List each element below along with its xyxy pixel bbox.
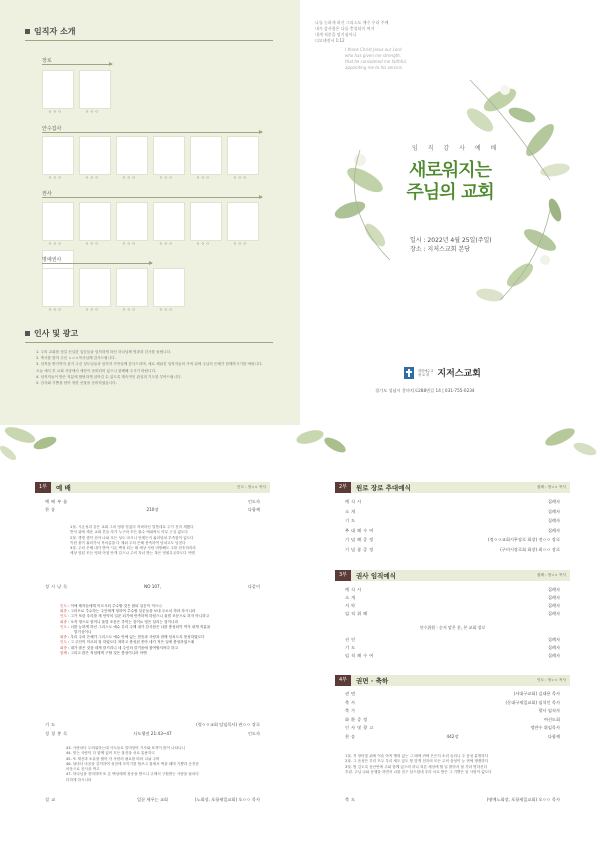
name-elder-1: ㅇㅇㅇ: [48, 109, 63, 114]
part1-title: 예 배: [56, 484, 71, 492]
group-label-elder: 장로: [42, 58, 52, 64]
part3-lead: 집례 : 정ㅇㅇ 목사: [537, 573, 566, 577]
intro-title: 임직자 소개: [25, 26, 75, 37]
member-photo: [153, 202, 185, 241]
service-row: 성경봉독 사도행전 21:43~47 인도자: [45, 731, 260, 736]
member-photo: [227, 202, 259, 241]
service-row: 축도 (명예노회장, 포항제일교회) 오ㅇㅇ 목사: [345, 797, 560, 802]
part4-band: [335, 675, 570, 686]
cover-verse: 나를 능하게 하신 그리스도 예수 우리 주께 내가 감사함은 나를 충성되이 여겨 내게 직분을 맡기심이니 디모데전서 1:12: [315, 20, 389, 43]
cover-event-info: [410, 236, 492, 254]
service-row: 축사 (동대구제일교회) 임석인 목사: [345, 699, 560, 705]
church-name: 지저스교회: [437, 369, 481, 379]
service-row: 인사및광고 정만수 위임목사: [345, 725, 560, 730]
member-photo: [79, 136, 111, 175]
member-photo: [153, 268, 185, 307]
member-photo: [116, 268, 148, 307]
notices-list: [36, 349, 291, 386]
service-row: 권면 (서대구교회) 김대용 목사: [345, 691, 560, 696]
member-name: ㅇㅇㅇ: [48, 175, 63, 180]
member-name: ㅇㅇㅇ: [122, 175, 137, 180]
part3-title: 권사 임직예식: [356, 572, 396, 580]
part3-tag: 3부: [335, 570, 351, 581]
intro-rule: [25, 40, 273, 41]
notice-item: 2. 축사를 맡아 주신 ㅇㅇㅇ목사님께 감사드립니다.: [36, 356, 116, 361]
service-row: 축가 광사 임직자: [345, 708, 560, 713]
scripture-text: 43. 사람마다 두려워하는데 사도들로 말미암아 기사와 표적이 많이 나타나니 44. 믿는 사람이 다 함께 있어 모든 물건을 서로 통용하고 45. 또 재산과 소유를 팔아 각 사람의 필요를 따라 나눠 주며 46. 날마다 마음을 같이하여 성전에 모이기를 힘쓰고 집에서 떡을 떼며 기쁨과 순전한 마음으로 음식을 먹고 47. 하나님을 찬미하며 또 온 백성에게 칭송을 받으니 주께서 구원받는 사람을 날마다 더하게 하시니라: [66, 746, 199, 782]
notice-item: 3. 임직을 받기까지 섬겨 주신 성도님들과 임직자 가족들께 감사드리며, 새로 세워진 임직자들의 사역 위에 주님의 은혜가 함께하시기를 바랍니다.: [36, 362, 263, 367]
denomination-line1: 대한예수교: [418, 368, 434, 373]
group-label-deacon: 안수집사: [42, 126, 62, 132]
church-emblem-icon: [404, 367, 414, 379]
member-name: ㅇㅇㅇ: [159, 175, 174, 180]
service-row: 예식사 집례자: [345, 499, 560, 504]
member-photo: [116, 136, 148, 175]
member-name: ㅇㅇㅇ: [48, 241, 63, 246]
service-row: 서약 집례자: [345, 603, 560, 608]
part1-lead: 인도 : 정ㅇㅇ 목사: [237, 485, 266, 489]
part2-band: [335, 482, 570, 493]
member-photo: [79, 268, 111, 307]
member-name: ㅇㅇㅇ: [85, 175, 100, 180]
service-row: 기념패증정 (정ㅇㅇ교회시무장로 회장) 전ㅇㅇ 장로: [345, 537, 560, 542]
member-name: ㅇㅇㅇ: [196, 241, 211, 246]
member-photo: [227, 136, 259, 175]
cover-subtitle: 임 직 감 사 예 배: [412, 145, 501, 152]
service-row: 성시낭독 NO 107, 다같이: [45, 584, 260, 589]
part4-lead: 인도 : 정ㅇㅇ 목사: [537, 678, 566, 682]
cover-date: 일시 : 2022년 4월 25일(주일): [410, 237, 492, 244]
member-photo: [190, 136, 222, 175]
member-photo: [42, 202, 74, 241]
service-row: 찬송 442장 다함께: [345, 733, 560, 739]
service-row: 화환증정 여선도회: [345, 716, 560, 722]
service-row: 추대패수여 집례자: [345, 527, 560, 533]
part3-band: [335, 570, 570, 581]
leaf-border-illustration: [0, 425, 600, 465]
part2-tag: 2부: [335, 482, 351, 493]
member-name: ㅇㅇㅇ: [233, 241, 248, 246]
photo-elder-2: [79, 70, 111, 109]
member-photo: [79, 202, 111, 241]
order-of-service: [0, 425, 600, 855]
service-row: 선언 집례자: [345, 637, 560, 642]
part4-title: 권면 · 축하: [356, 677, 389, 685]
cover-verse-en: I thank Christ Jesus our Lord who has given me strength, that he considered me faithful, appointing me to his service.: [345, 47, 407, 70]
notice-item: 오늘 예식 후 교회 식당에서 애찬이 준비되어 있으니 함께해 주시기 바랍니다.: [36, 368, 157, 373]
cover-place: 장소 : 지저스교회 본당: [410, 246, 470, 253]
part2-lead: 집례 : 정ㅇㅇ 목사: [537, 485, 566, 489]
member-photo: [116, 202, 148, 241]
service-row: 소개 집례자: [345, 595, 560, 600]
service-row: 기념품증정 (구미시장로회 회장) 최ㅇㅇ 장로: [345, 546, 560, 552]
photo-elder-1: [42, 70, 74, 109]
ordination-note: 안수위원 : 순서 맡은 분, 본 교회 장로: [419, 625, 486, 630]
service-row: 기도 집례자: [345, 518, 560, 523]
notice-item: 5. 감사와 기쁨을 담아 귀한 선물을 준비하였습니다.: [36, 381, 117, 386]
service-row: 기도 (정ㅇㅇ교회 담임목사) 권ㅇㅇ 장로: [45, 722, 260, 727]
service-row: 임직패수여 집례자: [345, 653, 560, 658]
responsive-reading: 인도 : 이에 제자들에게 이르시되 추수할 것은 많되 일꾼이 적으니 회중 : 그러므로 추수하는 주인에게 청하여 추수할 일꾼들을 보내 주소서 하라 하시니라 인도 : 그가 또한 우리를 새 언약의 일꾼 되기에 만족하게 하셨으니 율법 조문으로 하지 아니하고 회중 : 오직 영으로 함이니 율법 조문은 죽이는 것이요 영은 살리는 것이니라 인도 : 너를 능하게 하신 그리스도 예수 우리 주께 내가 감사함은 나를 충성되이 여겨 내게 직분을 맡기심이니 회중 : 우리 주의 은혜가 그리스도 예수 안에 있는 믿음과 사랑과 함께 넘치도록 풍성하였도다 인도 : 그 주인이 이르되 잘 하였도다 착하고 충성된 종아 네가 적은 일에 충성하였으매 회중 : 내가 많은 것을 네게 맡기리니 네 주인의 즐거움에 참여할지어다 하고 함께 : 그리고 많은 직임에게 구할 것은 충성이니라 아멘: [60, 604, 211, 655]
service-row: 소개 집례자: [345, 508, 560, 514]
service-row: 예배부름 인도자: [45, 499, 260, 504]
notices-title: 인사 및 광고: [25, 328, 78, 339]
service-row: 예식사 집례자: [345, 587, 560, 592]
member-photo: [153, 136, 185, 175]
denomination-line2: 장 로 회: [418, 372, 430, 377]
service-row: 임직위패 집례자: [345, 611, 560, 616]
service-row: 찬송 210장 다함께: [45, 507, 260, 512]
group-label-honorary: 명예권사: [42, 257, 62, 263]
service-row: 기도 집례자: [345, 645, 560, 650]
part4-tag: 4부: [335, 675, 351, 686]
part2-title: 원로 장로 추대예식: [356, 484, 411, 492]
member-name: ㅇㅇㅇ: [196, 175, 211, 180]
member-name: ㅇㅇㅇ: [122, 241, 137, 246]
church-address: 경기도 성남시 갈마치로288번길 14 | 031-755-0234: [375, 388, 475, 393]
cover-panel: [300, 0, 600, 425]
member-name: ㅇㅇㅇ: [48, 307, 63, 312]
member-name: ㅇㅇㅇ: [85, 307, 100, 312]
member-name: ㅇㅇㅇ: [159, 307, 174, 312]
part1-tag: 1부: [35, 482, 51, 493]
notices-rule: [25, 342, 273, 343]
cover-title: 새로워지는 주님의 교회: [406, 160, 494, 203]
member-name: ㅇㅇㅇ: [85, 241, 100, 246]
service-row: 설교 일꾼 세우는 교회 (노회장, 포항제일교회) 오ㅇㅇ 목사: [45, 797, 260, 802]
member-name: ㅇㅇㅇ: [122, 307, 137, 312]
member-photo: [42, 136, 74, 175]
hymn-lyrics: 1절. 시온성과 같은 교회 그의 영광 한없다 허락하신 말씀대로 주가 친히 세웠다 반석 위에 세운 교회 흔들 자가 누구랴 모든 원수 에워싸도 아무 근심 없도다 2절. 생명 샘이 솟아 나와 모든 성도 마시니 언제든지 흘러넘쳐 부족함이 없도다 이런 물이 흘러가서 목마름을 다 채워 주의 은혜 풍족하여 넘치고도 넘친다 3절. 주의 은혜 내가 받아 시온 백성 되는 때 세상 사람 비방해도 주를 찬송하리라 세상 헛된 모든 영화 아침 안개 같으나 주의 자녀 받는 복은 영원무궁하도다 아멘: [70, 525, 196, 556]
part1-band: [35, 482, 270, 493]
intro-panel: [0, 0, 300, 425]
member-name: ㅇㅇㅇ: [233, 175, 248, 180]
member-name: ㅇㅇㅇ: [159, 241, 174, 246]
notice-item: 4. 임직자들이 받은 직분에 합당하게 살아갈 수 있도록 계속적인 관심과 기도를 부탁드립니다.: [36, 374, 182, 379]
member-photo: [190, 202, 222, 241]
church-logo: [404, 366, 481, 379]
notice-item: 1. 주의 교회를 섬길 신실한 일꾼들을 임직하게 하신 하나님께 영광과 감사를 돌립니다.: [36, 350, 172, 354]
hymn-442-lyrics: 1절. 저 장미꽃 위에 이슬 아직 맺혀 있는 그 때에 귀에 은은히 소리 들리니 주 음성 분명하다 2절. 그 음성은 우리 모두 우리 세도 앉도 힘 맞게 천지의 모든 주의 음성이 능 귀에 쟁쟁하다 3절. 밤 깊도록 동산안에 주와 함께 있으려 하나 괴론 세상에 할 일 많아서 날 가라 명하신다 후렴. 주님 나와 동행을 하면서 나를 친구 삼으셨네 우리 서로 받은 그 기쁨은 알 사람이 없도다: [345, 754, 492, 774]
group-label-kwonsa: 권사: [42, 191, 52, 197]
name-elder-2: ㅇㅇㅇ: [85, 109, 100, 114]
member-photo: [42, 268, 74, 307]
